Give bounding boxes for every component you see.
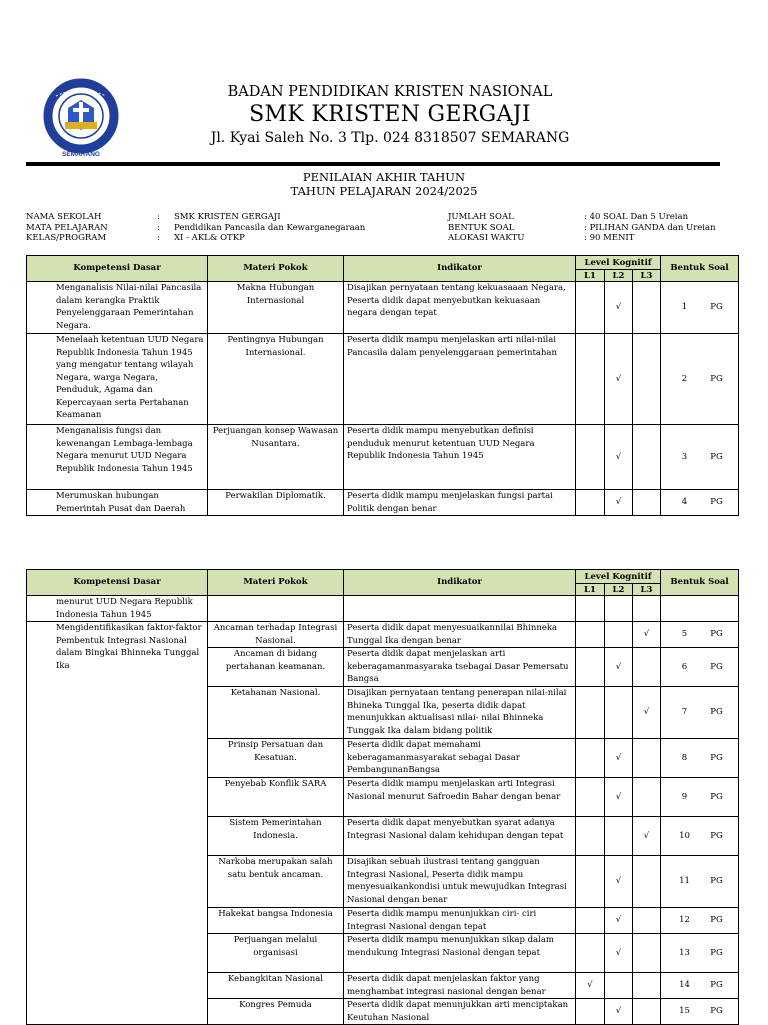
meta-label: JUMLAH SOAL [448, 212, 514, 222]
indikator-cell: Peserta didik mampu menyebutkan definisi penduduk menurut ketentuan UUD Negara Republik Indonesia Tahun 1945 [344, 425, 576, 490]
col-kd: Kompetensi Dasar [27, 256, 208, 282]
question-number: 6 [681, 661, 688, 672]
meta-value: SMK KRISTEN GERGAJI [174, 212, 281, 222]
question-number: 13 [679, 947, 690, 958]
indikator-cell: Peserta didik dapat menjelaskan arti keberagamanmasyaraka tsebagai Dasar Pemersatu Bangsa [344, 648, 576, 687]
question-type: PG [710, 302, 723, 313]
header-divider [26, 162, 720, 166]
materi-cell: Makna Hubungan Internasional [208, 282, 344, 334]
col-l1: L1 [576, 270, 605, 282]
col-level: Level Kognitif [576, 256, 661, 270]
meta-value: : 40 SOAL Dan 5 Ureian [584, 212, 689, 222]
level-l2-cell: √ [605, 999, 633, 1025]
level-l2-cell [605, 973, 633, 999]
table-row [27, 622, 739, 648]
question-type: PG [710, 791, 723, 802]
indikator-cell: Peserta didik dapat menyesuaikannilai Bhinneka Tunggal Ika dengan benar [344, 622, 576, 648]
kd-cell: Menganalisis fungsi dan kewenangan Lembaga-lembaga Negara menurut UUD Negara Republik Indonesia Tahun 1945 [27, 425, 208, 490]
school-logo [38, 78, 124, 158]
col-level: Level Kognitif [576, 570, 661, 584]
kd-cell: menurut UUD Negara Republik Indonesia Tahun 1945 [27, 596, 208, 622]
level-l2-cell: √ [605, 739, 633, 778]
level-l1-cell [576, 778, 605, 817]
question-type: PG [710, 373, 723, 384]
level-l1-cell [576, 282, 605, 334]
question-number: 3 [681, 451, 688, 462]
level-l2-cell: √ [605, 334, 633, 425]
level-l3-cell [633, 282, 661, 334]
indikator-cell: Peserta didik dapat memahami keberagamanmasyarakat sebagai Dasar PembangunanBangsa [344, 739, 576, 778]
materi-cell: Hakekat bangsa Indonesia [208, 908, 344, 934]
materi-cell: Ketahanan Nasional. [208, 687, 344, 739]
bentuk-cell [661, 778, 739, 817]
bentuk-cell [661, 999, 739, 1025]
col-bentuk: Bentuk Soal [661, 256, 739, 282]
level-l2-cell: √ [605, 934, 633, 973]
question-type: PG [710, 876, 723, 887]
materi-cell: Sistem Pemerintahan Indonesia. [208, 817, 344, 856]
table-row [27, 490, 739, 516]
school-name: SMK KRISTEN GERGAJI [249, 102, 531, 127]
question-number: 12 [679, 915, 690, 926]
question-number: 9 [681, 791, 688, 802]
col-bentuk: Bentuk Soal [661, 570, 739, 596]
materi-cell: Pentingnya Hubungan Internasional. [208, 334, 344, 425]
kd-cell: Menelaah ketentuan UUD Negara Republik Indonesia Tahun 1945 yang mengatur tentang wilayah Negara, warga Negara, Penduduk, Agama dan Kepercayaan serta Pertahanan Keamanan [27, 334, 208, 425]
meta-left-seps: : : : [157, 212, 160, 243]
materi-cell: Kongres Pemuda [208, 999, 344, 1025]
col-materi: Materi Pokok [208, 256, 344, 282]
table-row [27, 282, 739, 334]
level-l3-cell [633, 973, 661, 999]
question-number: 7 [681, 707, 688, 718]
logo-caption: SEMARANG [62, 151, 100, 158]
table-row [27, 596, 739, 622]
question-type: PG [710, 707, 723, 718]
level-l1-cell [576, 334, 605, 425]
level-l1-cell [576, 999, 605, 1025]
materi-cell: Ancaman terhadap Integrasi Nasional. [208, 622, 344, 648]
level-l2-cell: √ [605, 908, 633, 934]
question-type: PG [710, 497, 723, 508]
table-row [27, 334, 739, 425]
level-l1-cell [576, 687, 605, 739]
bentuk-cell [661, 334, 739, 425]
question-number: 10 [679, 830, 690, 841]
meta-right-values [584, 212, 716, 244]
level-l2-cell: √ [605, 490, 633, 516]
question-number: 14 [679, 980, 690, 991]
materi-cell: Perjuangan melalui organisasi [208, 934, 344, 973]
materi-cell: Kebangkitan Nasional [208, 973, 344, 999]
col-kd: Kompetensi Dasar [27, 570, 208, 596]
table-row [27, 425, 739, 490]
meta-label: MATA PELAJARAN [26, 222, 108, 233]
level-l1-cell [576, 425, 605, 490]
meta-right-labels [448, 212, 524, 244]
level-l3-cell [633, 334, 661, 425]
bentuk-cell [661, 622, 739, 648]
question-number: 1 [681, 302, 688, 313]
question-type: PG [710, 451, 723, 462]
level-l3-cell: √ [633, 687, 661, 739]
question-type: PG [710, 980, 723, 991]
question-type: PG [710, 947, 723, 958]
bentuk-cell [661, 490, 739, 516]
col-materi: Materi Pokok [208, 570, 344, 596]
level-l1-cell: √ [576, 973, 605, 999]
level-l2-cell: √ [605, 778, 633, 817]
school-address: Jl. Kyai Saleh No. 3 Tlp. 024 8318507 SEMARANG [210, 130, 570, 146]
col-l3: L3 [633, 270, 661, 282]
bentuk-cell [661, 648, 739, 687]
indikator-cell: Peserta didik mampu menjelaskan fungsi partai Politik dengan benar [344, 490, 576, 516]
level-l3-cell [633, 999, 661, 1025]
bentuk-cell [661, 973, 739, 999]
level-l1-cell [576, 817, 605, 856]
question-number: 8 [681, 752, 688, 763]
question-type: PG [710, 661, 723, 672]
meta-label: ALOKASI WAKTU [448, 233, 525, 243]
exam-year: TAHUN PELAJARAN 2024/2025 [290, 184, 478, 198]
meta-label: KELAS/PROGRAM [26, 233, 107, 243]
materi-cell: Prinsip Persatuan dan Kesatuan. [208, 739, 344, 778]
level-l1-cell [576, 490, 605, 516]
level-l1-cell [576, 934, 605, 973]
level-l3-cell [633, 648, 661, 687]
level-l3-cell [633, 934, 661, 973]
level-l1-cell [576, 739, 605, 778]
indikator-cell: Peserta didik mampu menunjukkan sikap dalam mendukung Integrasi Nasional dengan tepat [344, 934, 576, 973]
question-number: 4 [681, 497, 688, 508]
level-l3-cell [633, 778, 661, 817]
meta-value: XI - AKL& OTKP [174, 233, 245, 243]
level-l3-cell [633, 908, 661, 934]
kd-cell: Mengidentifikasikan faktor-faktor Pembentuk Integrasi Nasional dalam Bingkai Bhinneka Tunggal Ika [27, 622, 208, 1025]
bentuk-cell [661, 908, 739, 934]
materi-cell: Ancaman di bidang pertahanan keamanan. [208, 648, 344, 687]
meta-label: NAMA SEKOLAH [26, 212, 102, 222]
level-l3-cell [633, 856, 661, 908]
empty-cell [208, 596, 344, 622]
question-type: PG [710, 1006, 723, 1017]
indikator-cell: Peserta didik dapat menunjukkan arti menciptakan Keutuhan Nasional [344, 999, 576, 1025]
question-number: 2 [681, 373, 688, 384]
level-l2-cell [605, 687, 633, 739]
meta-left-labels [26, 212, 108, 244]
bentuk-cell [661, 817, 739, 856]
empty-cell [576, 596, 605, 622]
indikator-cell: Peserta didik mampu menjelaskan arti nilai-nilai Pancasila dalam penyelenggaraan pemerintahan [344, 334, 576, 425]
bentuk-cell [661, 425, 739, 490]
level-l1-cell [576, 908, 605, 934]
empty-cell [633, 596, 661, 622]
question-number: 15 [679, 1006, 690, 1017]
col-indikator: Indikator [344, 570, 576, 596]
bentuk-cell [661, 739, 739, 778]
col-l3: L3 [633, 584, 661, 596]
question-type: PG [710, 830, 723, 841]
kd-cell: Menganalisis Nilai-nilai Pancasila dalam kerangka Praktik Penyelenggaraan Pemerintahan Negara. [27, 282, 208, 334]
indikator-cell: Peserta didik mampu menunjukkan ciri- ciri Integrasi Nasional dengan tepat [344, 908, 576, 934]
question-type: PG [710, 629, 723, 640]
materi-cell: Perjuangan konsep Wawasan Nusantara. [208, 425, 344, 490]
indikator-cell: Peserta didik mampu menjelaskan arti Integrasi Nasional menurut Safroedin Bahar dengan benar [344, 778, 576, 817]
level-l1-cell [576, 648, 605, 687]
kisi-table-1 [26, 255, 739, 516]
col-l2: L2 [605, 270, 633, 282]
org-name: BADAN PENDIDIKAN KRISTEN NASIONAL [227, 84, 553, 100]
level-l3-cell: √ [633, 622, 661, 648]
materi-cell: Penyebab Konflik SARA [208, 778, 344, 817]
level-l2-cell [605, 817, 633, 856]
materi-cell: Narkoba merupakan salah satu bentuk ancaman. [208, 856, 344, 908]
meta-left-values [174, 212, 365, 244]
question-type: PG [710, 915, 723, 926]
bentuk-cell [661, 687, 739, 739]
kisi-table-2 [26, 569, 739, 1025]
level-l2-cell: √ [605, 282, 633, 334]
meta-value: : PILIHAN GANDA dan Ureian [584, 222, 716, 233]
materi-cell: Perwakilan Diplomatik. [208, 490, 344, 516]
indikator-cell: Disajikan sebuah ilustrasi tentang gangguan Integrasi Nasional, Peserta didik mampu menyesuaikankondisi untuk mewujudkan Integrasi Nasional dengan benar [344, 856, 576, 908]
question-number: 5 [681, 629, 688, 640]
question-number: 11 [679, 876, 690, 887]
meta-value: Pendidikan Pancasila dan Kewarganegaraan [174, 222, 366, 233]
level-l3-cell [633, 490, 661, 516]
indikator-cell: Peserta didik dapat menyebutkan syarat adanya Integrasi Nasional dalam kehidupan dengan tepat [344, 817, 576, 856]
question-type: PG [710, 752, 723, 763]
level-l2-cell: √ [605, 648, 633, 687]
meta-value: : 90 MENIT [584, 233, 635, 243]
meta-label: BENTUK SOAL [448, 222, 515, 233]
level-l3-cell [633, 739, 661, 778]
kd-cell: Merumuskan hubungan Pemerintah Pusat dan Daerah [27, 490, 208, 516]
level-l2-cell [605, 622, 633, 648]
bentuk-cell [661, 282, 739, 334]
indikator-cell: Disajikan pernyataan tentang kekuasaaan Negara, Peserta didik dapat menyebutkan kekuasaan negara dengan tepat [344, 282, 576, 334]
level-l3-cell: √ [633, 817, 661, 856]
exam-title: PENILAIAN AKHIR TAHUN [302, 170, 466, 184]
level-l1-cell [576, 856, 605, 908]
bentuk-cell [661, 856, 739, 908]
indikator-cell: Disajikan pernyataan tentang penerapan nilai-nilai Bhineka Tunggal Ika, peserta didik dapat menunjukkan aktualisasi nilai- nilai Bhinneka Tunggak Ika dalam bidang politik [344, 687, 576, 739]
col-l2: L2 [605, 584, 633, 596]
col-l1: L1 [576, 584, 605, 596]
level-l3-cell [633, 425, 661, 490]
empty-cell [661, 596, 739, 622]
bentuk-cell [661, 934, 739, 973]
level-l2-cell: √ [605, 425, 633, 490]
empty-cell [344, 596, 576, 622]
col-indikator: Indikator [344, 256, 576, 282]
indikator-cell: Peserta didik dapat menjelaskan faktor yang menghambat integrasi nasional dengan benar [344, 973, 576, 999]
empty-cell [605, 596, 633, 622]
level-l1-cell [576, 622, 605, 648]
level-l2-cell: √ [605, 856, 633, 908]
